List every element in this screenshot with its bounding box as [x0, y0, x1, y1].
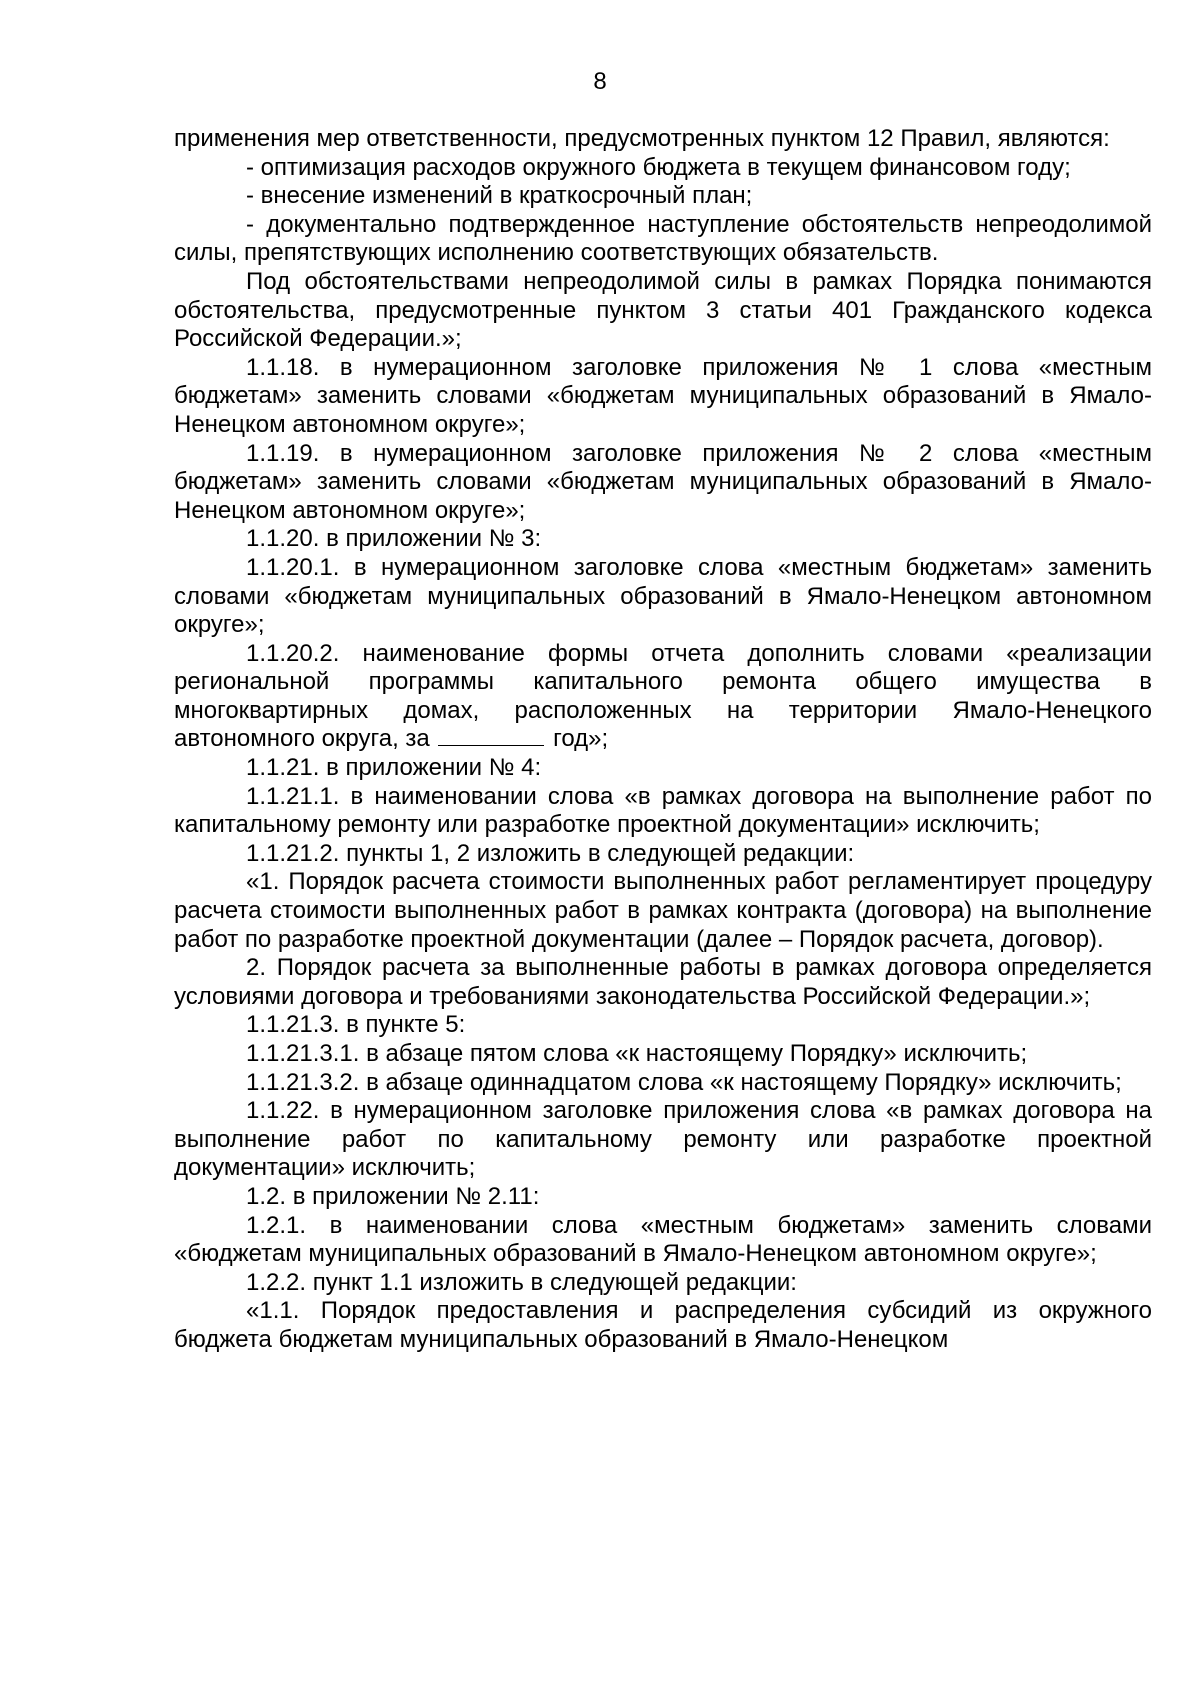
clause-1-2-1: 1.2.1. в наименовании слова «местным бюджетам» заменить словами «бюджетам муниципальных образований в Ямало-Ненецком автономном округе»; [174, 1211, 1152, 1268]
clause-1-1-21-3-1: 1.1.21.3.1. в абзаце пятом слова «к настоящему Порядку» исключить; [246, 1040, 1028, 1067]
clause-text-end: год»; [553, 725, 609, 753]
quoted-point-1-1: «1.1. Порядок предоставления и распределения субсидий из окружного бюджета бюджетам муниципальных образований в Ямало-Ненецком [174, 1297, 1152, 1353]
quoted-point-1: «1. Порядок расчета стоимости выполненных работ регламентирует процедуру расчета стоимости выполненных работ в рамках контракта (договора) на выполнение работ по разработке проектной документации (далее – Порядок расчета, договор). [174, 868, 1152, 953]
document-body [174, 125, 1152, 1355]
blank-year-line [438, 725, 544, 746]
paragraph: применения мер ответственности, предусмотренных пунктом 12 Правил, являются: [174, 125, 1110, 152]
quoted-point-2: 2. Порядок расчета за выполненные работы в рамках договора определяется условиями договора и требованиями законодательства Российской Федерации.»; [174, 954, 1152, 1010]
clause-1-1-20: 1.1.20. в приложении № 3: [246, 525, 542, 553]
page-number: 8 [593, 68, 607, 95]
clause-1-1-22: 1.1.22. в нумерационном заголовке приложения слова «в рамках договора на выполнение работ по капитальному ремонту или разработке проектной документации» исключить; [174, 1097, 1152, 1182]
list-item-dash: - внесение изменений в краткосрочный план; [246, 182, 753, 210]
clause-1-1-18: 1.1.18. в нумерационном заголовке приложения № 1 слова «местным бюджетам» заменить словами «бюджетам муниципальных образований в Ямало-Ненецком автономном округе»; [174, 353, 1152, 438]
clause-1-1-20-1: 1.1.20.1. в нумерационном заголовке слова «местным бюджетам» заменить словами «бюджетам муниципальных образований в Ямало-Ненецком автономном округе»; [174, 553, 1152, 639]
clause-1-1-20-2 [174, 640, 1152, 754]
paragraph: Под обстоятельствами непреодолимой силы в рамках Порядка понимаются обстоятельства, предусмотренные пунктом 3 статьи 401 Гражданского кодекса Российской Федерации.»; [174, 267, 1152, 353]
clause-1-1-21: 1.1.21. в приложении № 4: [246, 754, 542, 782]
list-item-dash: - документально подтвержденное наступление обстоятельств непреодолимой силы, препятствующих исполнению соответствующих обязательств. [174, 210, 1152, 267]
clause-1-1-21-3-2: 1.1.21.3.2. в абзаце одиннадцатом слова «к настоящему Порядку» исключить; [246, 1068, 1122, 1096]
clause-1-1-21-1: 1.1.21.1. в наименовании слова «в рамках договора на выполнение работ по капитальному ремонту или разработке проектной документации» исключить; [174, 782, 1152, 839]
list-item-dash: - оптимизация расходов окружного бюджета в текущем финансовом году; [246, 153, 1071, 181]
clause-1-1-21-3: 1.1.21.3. в пункте 5: [246, 1011, 466, 1039]
clause-1-1-21-2: 1.1.21.2. пункты 1, 2 изложить в следующей редакции: [246, 839, 855, 867]
clause-1-1-19: 1.1.19. в нумерационном заголовке приложения № 2 слова «местным бюджетам» заменить словами «бюджетам муниципальных образований в Ямало-Ненецком автономном округе»; [174, 439, 1152, 524]
clause-1-2: 1.2. в приложении № 2.11: [246, 1182, 540, 1210]
clause-1-2-2: 1.2.2. пункт 1.1 изложить в следующей редакции: [246, 1268, 797, 1296]
clause-text: 1.1.20.2. наименование формы отчета дополнить словами «реализации региональной программы капитального ремонта общего имущества в многоквартирных домах, расположенных на территории Ямало-Ненецкого автономного округа, за [174, 639, 1152, 753]
